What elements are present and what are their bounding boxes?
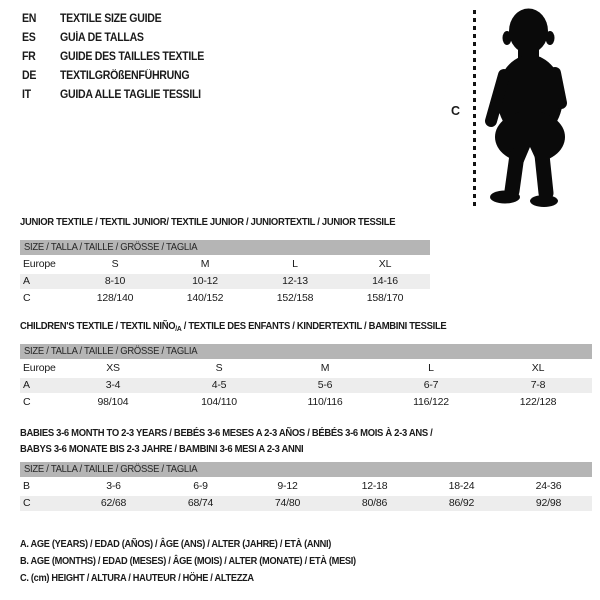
row-label: A	[23, 275, 30, 287]
table-cell: 86/92	[448, 497, 475, 509]
guide-title: GUÍA DE TALLAS	[60, 31, 144, 44]
table-cell: 80/86	[361, 497, 388, 509]
babies-size-table	[20, 462, 592, 512]
table-cell: 10-12	[192, 275, 218, 287]
language-code: EN	[22, 12, 37, 25]
table-row	[20, 290, 430, 307]
table-row	[20, 273, 430, 290]
table-size-header: SIZE / TALLA / TAILLE / GRÖSSE / TAGLIA	[20, 462, 592, 477]
table-row	[20, 478, 592, 495]
language-row	[22, 28, 217, 47]
junior-size-table	[20, 240, 430, 307]
title-text: / TEXTILE DES ENFANTS / KINDERTEXTIL / BAMBINI TESSILE	[181, 320, 447, 332]
table-row	[20, 377, 592, 394]
legend-line-c: C. (cm) HEIGHT / ALTURA / HAUTEUR / HÖHE / ALTEZZA	[20, 572, 254, 584]
table-cell: 158/170	[366, 292, 404, 304]
junior-section-title: JUNIOR TEXTILE / TEXTIL JUNIOR/ TEXTILE JUNIOR / JUNIORTEXTIL / JUNIOR TESSILE	[20, 216, 396, 228]
table-cell: S	[111, 258, 119, 270]
height-measure-dashed-line	[473, 10, 476, 206]
language-code: ES	[22, 31, 36, 44]
language-code: IT	[22, 88, 31, 101]
language-code: DE	[22, 69, 37, 82]
table-cell: 9-12	[277, 480, 298, 492]
measurement-legend	[20, 536, 402, 587]
table-cell: 12-18	[361, 480, 388, 492]
guide-title: GUIDE DES TAILLES TEXTILE	[60, 50, 204, 63]
table-size-header: SIZE / TALLA / TAILLE / GRÖSSE / TAGLIA	[20, 240, 430, 255]
table-cell: 68/74	[187, 497, 214, 509]
language-row	[22, 85, 217, 104]
guide-title: TEXTILE SIZE GUIDE	[60, 12, 162, 25]
table-cell: 152/158	[276, 292, 314, 304]
row-label: C	[23, 497, 31, 509]
row-label: C	[23, 396, 31, 408]
table-cell: 14-16	[372, 275, 398, 287]
table-cell: 8-10	[104, 275, 126, 287]
baby-silhouette-icon	[484, 5, 580, 207]
table-cell: 3-6	[106, 480, 121, 492]
table-row	[20, 256, 430, 273]
table-cell: 92/98	[535, 497, 562, 509]
children-section-title	[20, 320, 446, 335]
table-cell: 7-8	[530, 379, 546, 391]
table-cell: 6-7	[423, 379, 439, 391]
table-cell: 12-13	[282, 275, 308, 287]
children-size-table	[20, 344, 592, 411]
language-row	[22, 47, 217, 66]
table-cell: 110/116	[307, 396, 343, 408]
table-cell: 122/128	[519, 396, 557, 408]
row-label: A	[23, 379, 30, 391]
table-cell: L	[292, 258, 298, 270]
guide-title: TEXTILGRÖßENFÜHRUNG	[60, 69, 190, 82]
babies-section-title	[20, 425, 432, 457]
language-row	[22, 66, 217, 85]
row-label: B	[23, 480, 30, 492]
language-code: FR	[22, 50, 36, 63]
table-cell: 62/68	[100, 497, 127, 509]
title-text: CHILDREN'S TEXTILE / TEXTIL NIÑO	[20, 320, 176, 332]
table-cell: 4-5	[211, 379, 227, 391]
table-cell: 6-9	[193, 480, 208, 492]
table-cell: 104/110	[201, 396, 237, 408]
table-row	[20, 495, 592, 512]
title-line: BABIES 3-6 MONTH TO 2-3 YEARS / BEBÉS 3-6 MESES A 2-3 AÑOS / BÉBÉS 3-6 MOIS À 2-3 ANS /	[20, 427, 433, 439]
table-cell: 24-36	[535, 480, 562, 492]
table-cell: 74/80	[274, 497, 301, 509]
title-line: BABYS 3-6 MONATE BIS 2-3 JAHRE / BAMBINI 3-6 MESI A 2-3 ANNI	[20, 443, 304, 455]
table-size-header: SIZE / TALLA / TAILLE / GRÖSSE / TAGLIA	[20, 344, 592, 359]
table-cell: 128/140	[96, 292, 134, 304]
table-cell: XS	[106, 362, 120, 374]
height-measure-label: C	[451, 104, 461, 118]
table-cell: 18-24	[448, 480, 475, 492]
table-row	[20, 360, 592, 377]
row-label: Europe	[23, 362, 56, 374]
table-cell: 116/122	[413, 396, 449, 408]
title-subscript: /A	[175, 324, 182, 333]
row-label: Europe	[23, 258, 56, 270]
table-cell: 140/152	[186, 292, 224, 304]
table-cell: M	[320, 362, 330, 374]
legend-line-b: B. AGE (MONTHS) / EDAD (MESES) / ÂGE (MOIS) / ALTER (MONATE) / ETÀ (MESI)	[20, 555, 356, 567]
table-row	[20, 394, 592, 411]
table-cell: 5-6	[317, 379, 333, 391]
table-cell: S	[215, 362, 223, 374]
table-cell: M	[200, 258, 210, 270]
language-title-list	[22, 9, 217, 104]
row-label: C	[23, 292, 31, 304]
table-cell: L	[428, 362, 434, 374]
table-cell: 98/104	[97, 396, 129, 408]
table-cell: 3-4	[105, 379, 121, 391]
guide-title: GUIDA ALLE TAGLIE TESSILI	[60, 88, 201, 101]
language-row	[22, 9, 217, 28]
legend-line-a: A. AGE (YEARS) / EDAD (AÑOS) / ÂGE (ANS) / ALTER (JAHRE) / ETÀ (ANNI)	[20, 538, 332, 550]
table-cell: XL	[531, 362, 545, 374]
table-cell: XL	[378, 258, 392, 270]
